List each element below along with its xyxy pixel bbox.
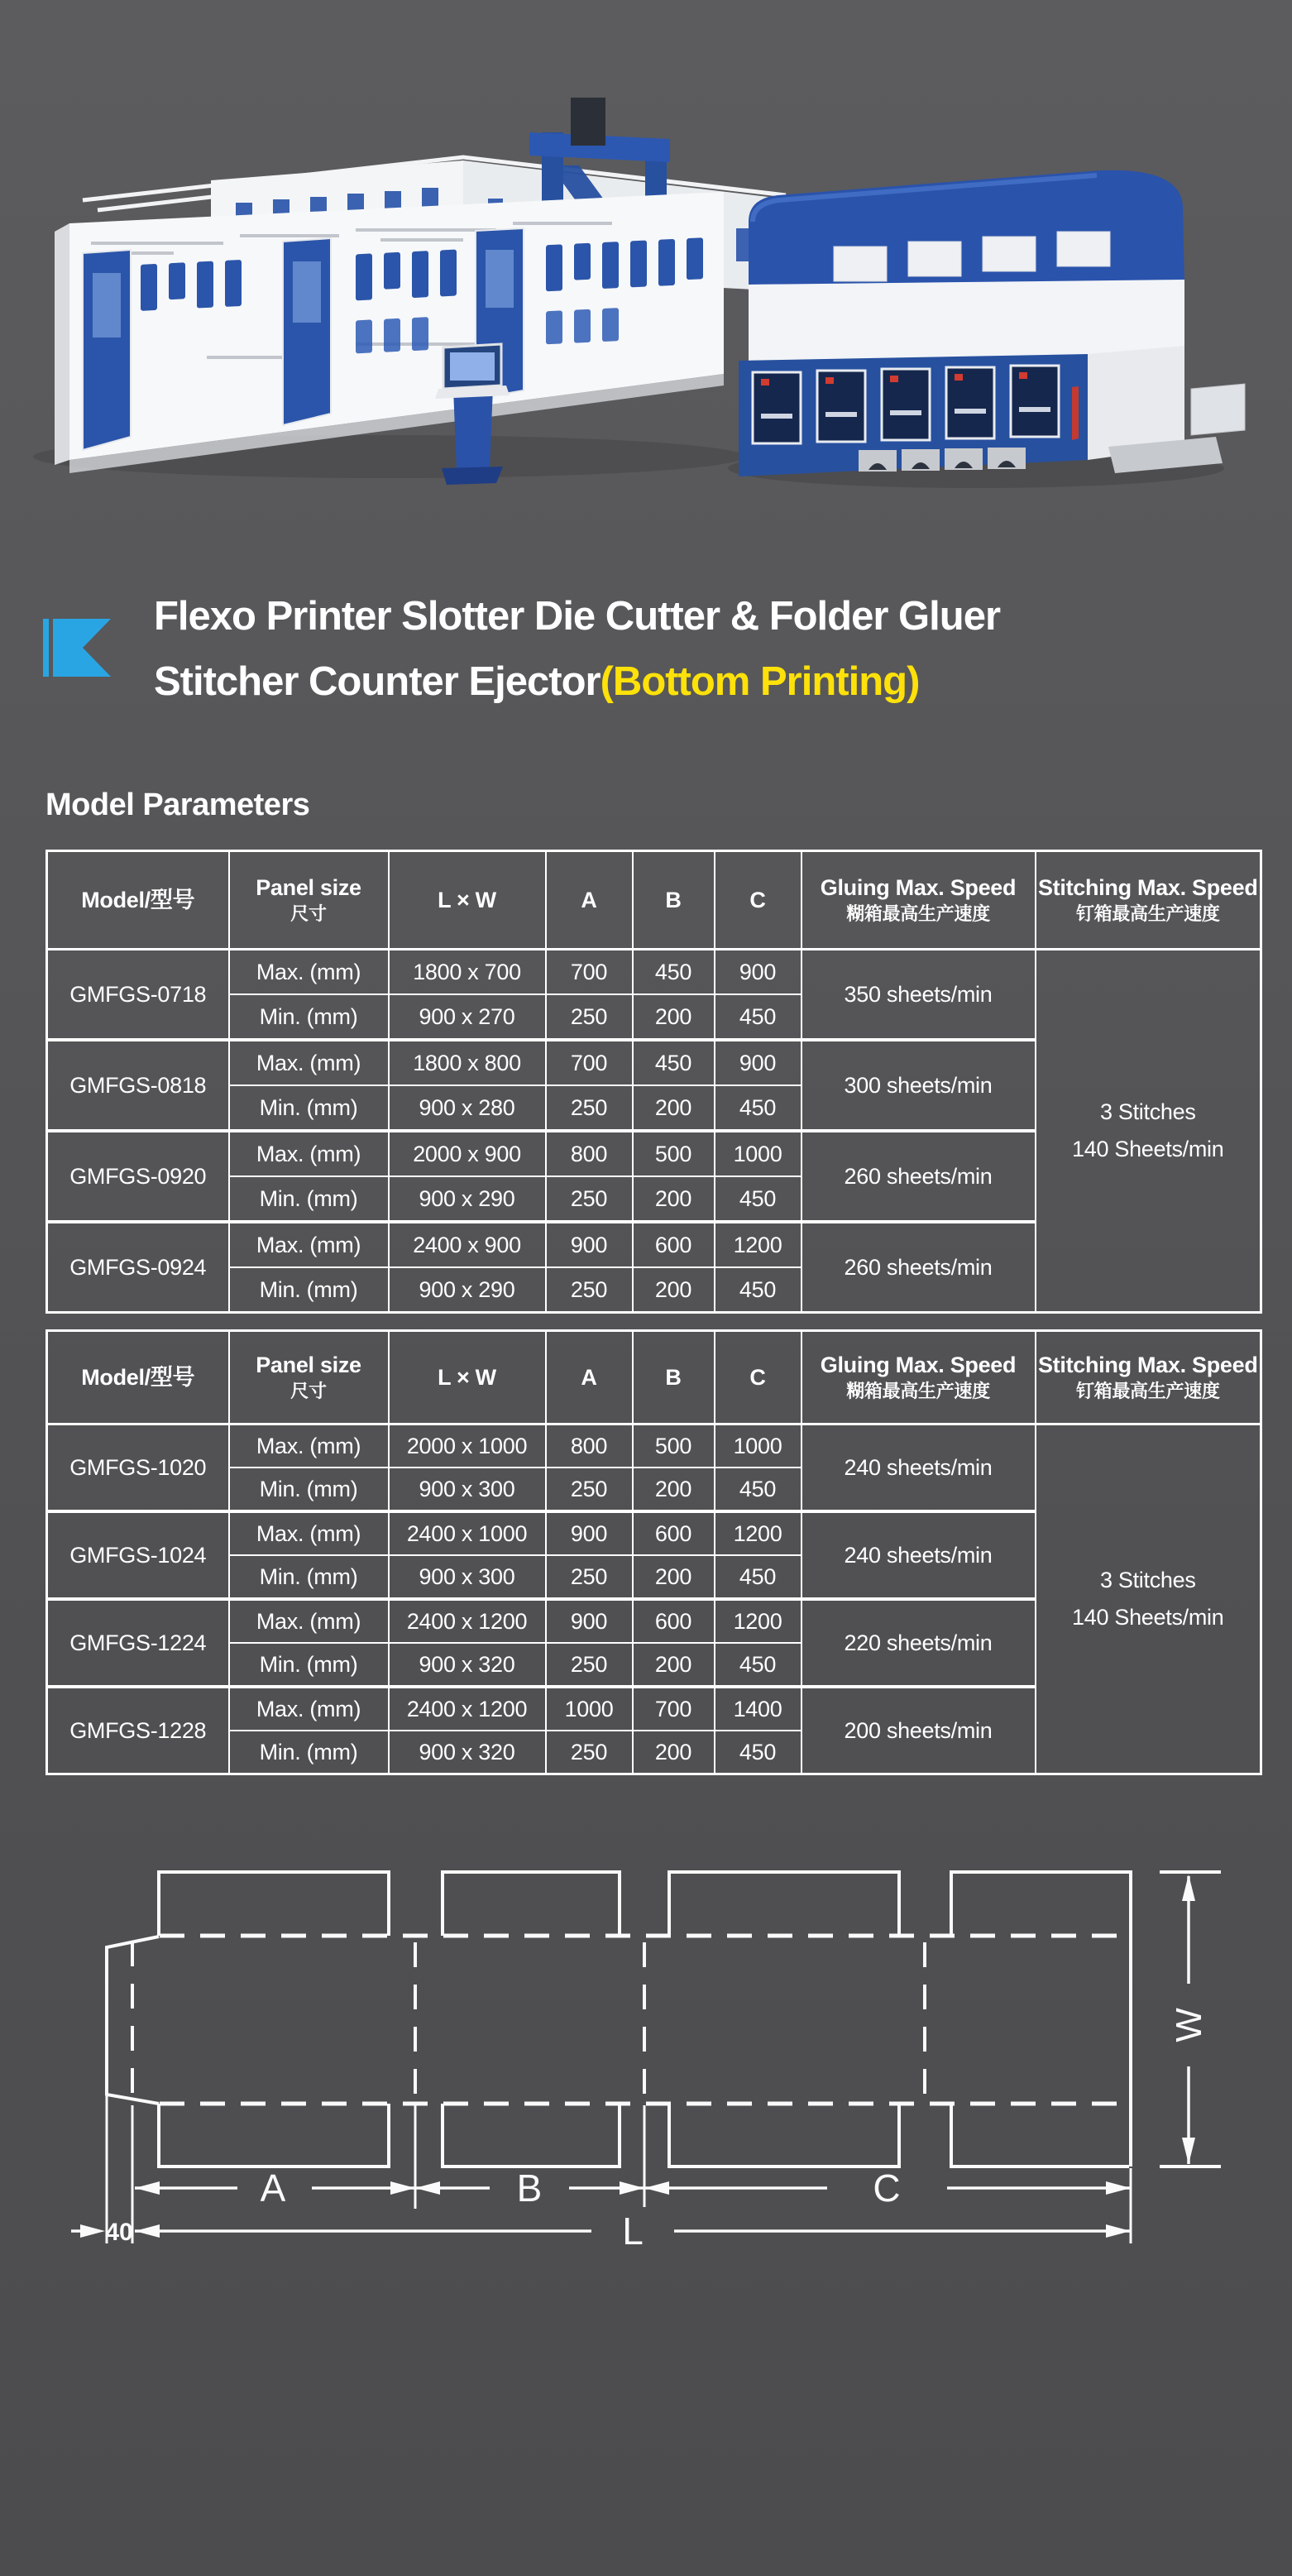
page-title-highlight: (Bottom Printing) <box>600 659 920 704</box>
c-cell: 450 <box>715 1176 802 1222</box>
col-header-c <box>715 1331 802 1424</box>
model-cell: GMFGS-0718 <box>47 950 229 1041</box>
a-cell: 250 <box>546 1267 633 1313</box>
row-label-cell: Min. (mm) <box>229 1731 389 1774</box>
lw-cell: 900 x 300 <box>389 1555 546 1599</box>
c-cell: 900 <box>715 1040 802 1085</box>
lw-cell: 900 x 290 <box>389 1176 546 1222</box>
lw-cell: 900 x 290 <box>389 1267 546 1313</box>
b-cell: 200 <box>633 1731 715 1774</box>
c-cell: 1000 <box>715 1424 802 1468</box>
row-label-cell: Max. (mm) <box>229 950 389 995</box>
row-label-cell: Min. (mm) <box>229 994 389 1040</box>
page-title <box>154 584 1229 715</box>
c-cell: 450 <box>715 1267 802 1313</box>
col-header-lw <box>389 851 546 950</box>
row-label-cell: Max. (mm) <box>229 1511 389 1555</box>
row-label-cell: Max. (mm) <box>229 1131 389 1176</box>
col-header-stitching-speed <box>1036 851 1261 950</box>
gluing-cell: 220 sheets/min <box>802 1599 1036 1687</box>
lw-cell: 900 x 320 <box>389 1643 546 1687</box>
dim-label-b: B <box>516 2167 543 2210</box>
row-label-cell: Min. (mm) <box>229 1085 389 1131</box>
model-cell: GMFGS-1224 <box>47 1599 229 1687</box>
row-label-cell: Min. (mm) <box>229 1267 389 1313</box>
lw-cell: 1800 x 800 <box>389 1040 546 1085</box>
c-cell: 450 <box>715 1468 802 1511</box>
c-cell: 450 <box>715 1085 802 1131</box>
machine-control-panels <box>753 366 1059 443</box>
a-cell: 250 <box>546 1643 633 1687</box>
row-label-cell: Min. (mm) <box>229 1643 389 1687</box>
model-cell: GMFGS-1228 <box>47 1687 229 1774</box>
c-cell: 1200 <box>715 1599 802 1643</box>
b-cell: 600 <box>633 1222 715 1267</box>
lw-cell: 2000 x 900 <box>389 1131 546 1176</box>
a-cell: 250 <box>546 1731 633 1774</box>
row-label-cell: Max. (mm) <box>229 1424 389 1468</box>
c-cell: 450 <box>715 1731 802 1774</box>
col-header-zh: 尺寸 <box>290 1381 327 1401</box>
col-header-zh: 钉箱最高生产速度 <box>1075 1381 1220 1401</box>
lw-cell: 900 x 320 <box>389 1731 546 1774</box>
a-cell: 1000 <box>546 1687 633 1731</box>
a-cell: 800 <box>546 1424 633 1468</box>
b-cell: 200 <box>633 1085 715 1131</box>
machine-wall-end <box>55 223 69 465</box>
a-cell: 250 <box>546 1085 633 1131</box>
lw-cell: 1800 x 700 <box>389 950 546 995</box>
a-cell: 900 <box>546 1511 633 1555</box>
diagram-arrowheads <box>80 1875 1195 2238</box>
col-header-gluing-speed <box>802 851 1036 950</box>
row-label-cell: Max. (mm) <box>229 1040 389 1085</box>
stitching-line: 3 Stitches <box>1099 1568 1196 1592</box>
dim-label-a: A <box>260 2167 286 2210</box>
c-cell: 450 <box>715 1643 802 1687</box>
c-cell: 1400 <box>715 1687 802 1731</box>
col-header-en: L × W <box>438 888 496 912</box>
gluing-cell: 260 sheets/min <box>802 1131 1036 1222</box>
lw-cell: 2000 x 1000 <box>389 1424 546 1468</box>
dim-label-w: W <box>1169 2008 1209 2042</box>
a-cell: 250 <box>546 1555 633 1599</box>
c-cell: 450 <box>715 1555 802 1599</box>
b-cell: 600 <box>633 1599 715 1643</box>
a-cell: 900 <box>546 1222 633 1267</box>
col-header-en: Gluing Max. Speed <box>820 1353 1017 1377</box>
lw-cell: 2400 x 1200 <box>389 1599 546 1643</box>
a-cell: 250 <box>546 1468 633 1511</box>
gluing-cell: 240 sheets/min <box>802 1511 1036 1599</box>
diagram-dimension-lines <box>71 1876 1189 2231</box>
row-label-cell: Max. (mm) <box>229 1687 389 1731</box>
model-cell: GMFGS-1020 <box>47 1424 229 1512</box>
col-header-en: Gluing Max. Speed <box>820 875 1017 900</box>
lw-cell: 900 x 270 <box>389 994 546 1040</box>
col-header-en: Stitching Max. Speed <box>1037 1353 1258 1377</box>
row-label-cell: Max. (mm) <box>229 1222 389 1267</box>
b-cell: 500 <box>633 1131 715 1176</box>
b-cell: 200 <box>633 1643 715 1687</box>
machine-sign <box>571 98 605 146</box>
stitching-cell <box>1036 1424 1261 1774</box>
stitching-cell <box>1036 950 1261 1313</box>
col-header-en: Model/型号 <box>81 1365 195 1390</box>
model-parameters-table <box>45 850 1262 1314</box>
carton-blank-diagram <box>0 1845 1292 2308</box>
c-cell: 900 <box>715 950 802 995</box>
row-label-cell: Min. (mm) <box>229 1176 389 1222</box>
page-title-line1: Flexo Printer Slotter Die Cutter & Folder Gluer <box>154 594 1001 639</box>
lw-cell: 2400 x 1000 <box>389 1511 546 1555</box>
col-header-zh: 钉箱最高生产速度 <box>1075 903 1220 924</box>
stitching-line: 140 Sheets/min <box>1072 1605 1224 1630</box>
section-heading: Model Parameters <box>45 788 310 822</box>
gluing-cell: 260 sheets/min <box>802 1222 1036 1313</box>
b-cell: 200 <box>633 994 715 1040</box>
c-cell: 1200 <box>715 1511 802 1555</box>
b-cell: 200 <box>633 1267 715 1313</box>
col-header-en: B <box>665 1365 682 1390</box>
col-header-zh: 糊箱最高生产速度 <box>846 1381 990 1401</box>
dim-label-c: C <box>873 2167 901 2210</box>
a-cell: 250 <box>546 1176 633 1222</box>
lw-cell: 2400 x 900 <box>389 1222 546 1267</box>
flag-icon <box>43 619 111 677</box>
lw-cell: 900 x 280 <box>389 1085 546 1131</box>
col-header-en: Stitching Max. Speed <box>1037 875 1258 900</box>
a-cell: 800 <box>546 1131 633 1176</box>
col-header-en: B <box>665 888 682 912</box>
b-cell: 200 <box>633 1468 715 1511</box>
gluing-cell: 200 sheets/min <box>802 1687 1036 1774</box>
machine-render <box>0 50 1292 496</box>
col-header-b <box>633 1331 715 1424</box>
page-title-line2: Stitcher Counter Ejector(Bottom Printing) <box>154 659 920 704</box>
diagram-crease-lines <box>132 1942 925 2102</box>
model-cell: GMFGS-0818 <box>47 1040 229 1131</box>
col-header-en: A <box>581 888 597 912</box>
col-header-en: L × W <box>438 1365 496 1390</box>
b-cell: 600 <box>633 1511 715 1555</box>
gluing-cell: 240 sheets/min <box>802 1424 1036 1512</box>
machine-red-strip <box>1072 386 1079 440</box>
b-cell: 200 <box>633 1555 715 1599</box>
col-header-c <box>715 851 802 950</box>
col-header-model <box>47 1331 229 1424</box>
row-label-cell: Min. (mm) <box>229 1468 389 1511</box>
col-header-en: Panel size <box>256 1353 361 1377</box>
machine-printer-unit <box>739 170 1245 476</box>
col-header-zh: 糊箱最高生产速度 <box>846 903 990 924</box>
model-parameters-table <box>45 1329 1262 1775</box>
machine-out-table <box>1191 384 1245 435</box>
stitching-line: 3 Stitches <box>1099 1099 1196 1124</box>
dim-label-glue-40: 40 <box>105 2219 133 2246</box>
stitching-line: 140 Sheets/min <box>1072 1137 1224 1161</box>
model-cell: GMFGS-0920 <box>47 1131 229 1222</box>
c-cell: 1200 <box>715 1222 802 1267</box>
col-header-zh: 尺寸 <box>290 903 327 924</box>
col-header-lw <box>389 1331 546 1424</box>
dim-label-l: L <box>622 2210 644 2253</box>
col-header-en: A <box>581 1365 597 1390</box>
col-header-gluing-speed <box>802 1331 1036 1424</box>
col-header-en: Panel size <box>256 875 361 900</box>
gluing-cell: 350 sheets/min <box>802 950 1036 1041</box>
col-header-en: C <box>749 888 766 912</box>
b-cell: 500 <box>633 1424 715 1468</box>
col-header-model <box>47 851 229 950</box>
b-cell: 700 <box>633 1687 715 1731</box>
c-cell: 450 <box>715 994 802 1040</box>
b-cell: 200 <box>633 1176 715 1222</box>
a-cell: 900 <box>546 1599 633 1643</box>
diagram-fold-lines <box>160 1936 1125 2104</box>
row-label-cell: Max. (mm) <box>229 1599 389 1643</box>
col-header-panel-size <box>229 851 389 950</box>
row-label-cell: Min. (mm) <box>229 1555 389 1599</box>
a-cell: 700 <box>546 1040 633 1085</box>
col-header-stitching-speed <box>1036 1331 1261 1424</box>
model-cell: GMFGS-0924 <box>47 1222 229 1313</box>
a-cell: 700 <box>546 950 633 995</box>
col-header-b <box>633 851 715 950</box>
a-cell: 250 <box>546 994 633 1040</box>
lw-cell: 2400 x 1200 <box>389 1687 546 1731</box>
col-header-en: C <box>749 1365 766 1390</box>
col-header-a <box>546 851 633 950</box>
model-cell: GMFGS-1024 <box>47 1511 229 1599</box>
col-header-en: Model/型号 <box>81 888 195 912</box>
lw-cell: 900 x 300 <box>389 1468 546 1511</box>
col-header-panel-size <box>229 1331 389 1424</box>
c-cell: 1000 <box>715 1131 802 1176</box>
gluing-cell: 300 sheets/min <box>802 1040 1036 1131</box>
b-cell: 450 <box>633 950 715 995</box>
col-header-a <box>546 1331 633 1424</box>
b-cell: 450 <box>633 1040 715 1085</box>
